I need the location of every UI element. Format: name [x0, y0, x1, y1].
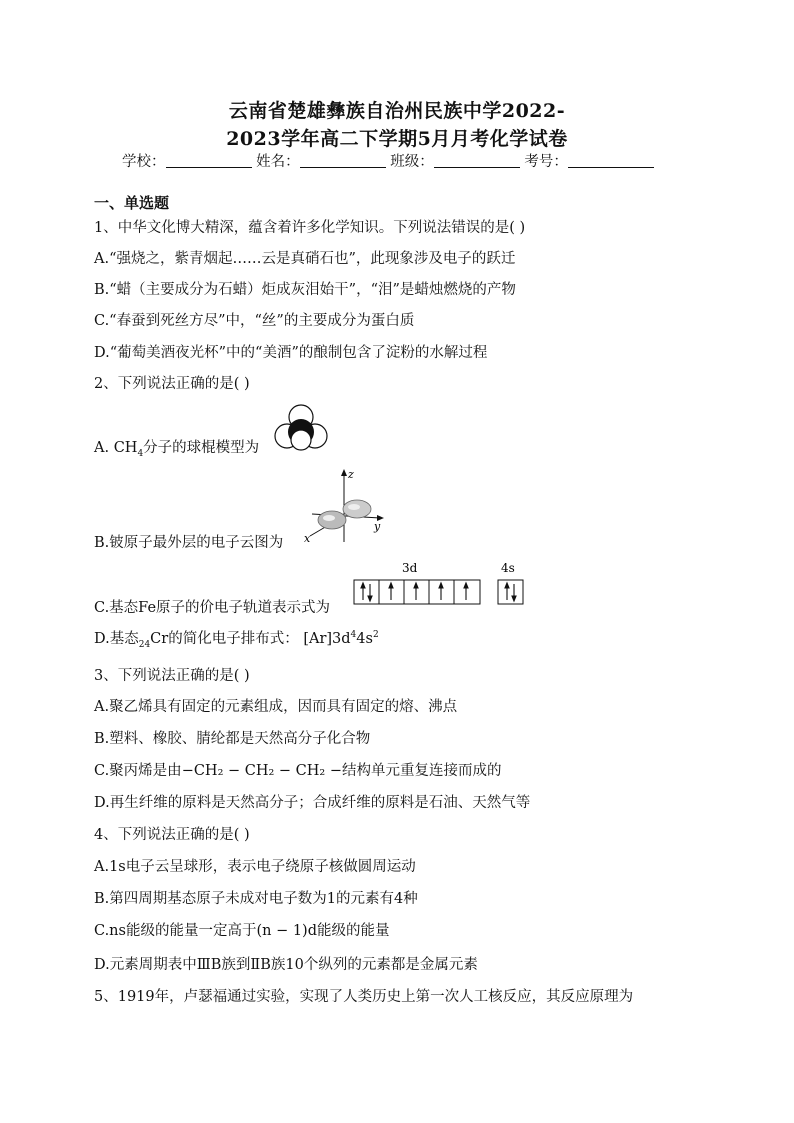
title-line-2: 2023学年高二下学期5月月考化学试卷: [226, 128, 568, 150]
student-info-line: [122, 150, 654, 171]
q4-option-a: A.1s电子云呈球形，表示电子绕原子核做圆周运动: [94, 859, 416, 875]
q4-option-d: D.元素周期表中ⅢB族到ⅡB族10个纵列的元素都是金属元素: [94, 957, 478, 973]
q4-option-c: [94, 919, 390, 940]
q3-option-d: D.再生纤维的原料是天然高分子；合成纤维的原料是石油、天然气等: [94, 795, 531, 811]
q3-option-a: A.聚乙烯具有固定的元素组成，因而具有固定的熔、沸点: [94, 699, 458, 715]
q2-stem: 2、下列说法正确的是( ): [94, 376, 250, 392]
exam-no-label: 考号：: [524, 154, 568, 170]
q2-option-d: [94, 627, 379, 650]
fe-orbital-diagram: [352, 560, 528, 610]
q1-option-d: D.“葡萄美酒夜光杯”中的“美酒”的酿制包含了淀粉的水解过程: [94, 345, 488, 361]
name-blank[interactable]: [300, 153, 386, 168]
q2-d-pre: D.基态: [94, 631, 139, 647]
label-3d: 3d: [402, 561, 418, 575]
q1-option-c: C.“春蚕到死丝方尽”中，“丝”的主要成分为蛋白质: [94, 313, 415, 329]
q2-d-sub: 24: [138, 639, 151, 650]
ch4-ball-model-image: [272, 402, 330, 452]
axis-z-label: z: [348, 468, 354, 481]
q2-a-sub: 4: [137, 448, 144, 459]
q4-c-post: d能级的能量: [307, 923, 390, 939]
q1-option-a: A.“强烧之，紫青烟起……云是真硝石也”，此现象涉及电子的跃迁: [94, 251, 516, 267]
q4-c-pre: C.ns能级的能量一定高于: [94, 923, 257, 939]
q2-d-mid2: 4s: [356, 631, 373, 647]
q3-option-b: B.塑料、橡胶、腈纶都是天然高分子化合物: [94, 731, 371, 747]
q1-option-b: B.“蜡（主要成分为石蜡）炬成灰泪始干”，“泪”是蜡烛燃烧的产物: [94, 282, 516, 298]
q3-stem: 3、下列说法正确的是( ): [94, 668, 250, 684]
q2-a-post: 分子的球棍模型为: [143, 440, 260, 456]
q3-c-pre: C.聚丙烯是由: [94, 763, 182, 779]
q3-c-formula: −CH₂ − CH₂ − CH₂ −: [181, 763, 342, 779]
q4-option-b: B.第四周期基态原子未成对电子数为1的元素有4种: [94, 891, 418, 907]
q4-stem: 4、下列说法正确的是( ): [94, 827, 250, 843]
q3-option-c: [94, 759, 502, 780]
name-label: 姓名：: [256, 154, 300, 170]
q2-option-b: B.铍原子最外层的电子云图为: [94, 535, 284, 551]
q1-stem: 1、中华文化博大精深，蕴含着许多化学知识。下列说法错误的是( ): [94, 220, 526, 236]
p-orbital-cloud-image: [302, 466, 392, 546]
q2-d-sup1: 4: [350, 630, 357, 641]
axis-y-label: y: [374, 520, 381, 533]
axis-x-label: x: [304, 532, 311, 545]
label-4s: 4s: [501, 561, 515, 575]
q2-a-pre: A. CH: [94, 440, 138, 456]
q2-d-config: [Ar]3d: [303, 631, 351, 647]
q2-d-mid: Cr的简化电子排布式：: [150, 631, 299, 647]
section-heading: 一、单选题: [94, 194, 170, 212]
q2-option-c: C.基态Fe原子的价电子轨道表示式为: [94, 600, 331, 616]
q5-stem: 5、1919年，卢瑟福通过实验，实现了人类历史上第一次人工核反应，其反应原理为: [94, 989, 634, 1005]
q4-c-formula: (n − 1): [256, 923, 308, 939]
title-line-1: 云南省楚雄彝族自治州民族中学2022-: [228, 100, 566, 122]
exam-no-blank[interactable]: [568, 153, 654, 168]
q2-d-sup2: 2: [372, 630, 379, 641]
class-blank[interactable]: [434, 153, 520, 168]
q3-c-post: 结构单元重复连接而成的: [342, 763, 502, 779]
q2-option-a: [94, 436, 259, 459]
class-label: 班级：: [390, 154, 434, 170]
school-blank[interactable]: [166, 153, 252, 168]
school-label: 学校：: [122, 154, 166, 170]
